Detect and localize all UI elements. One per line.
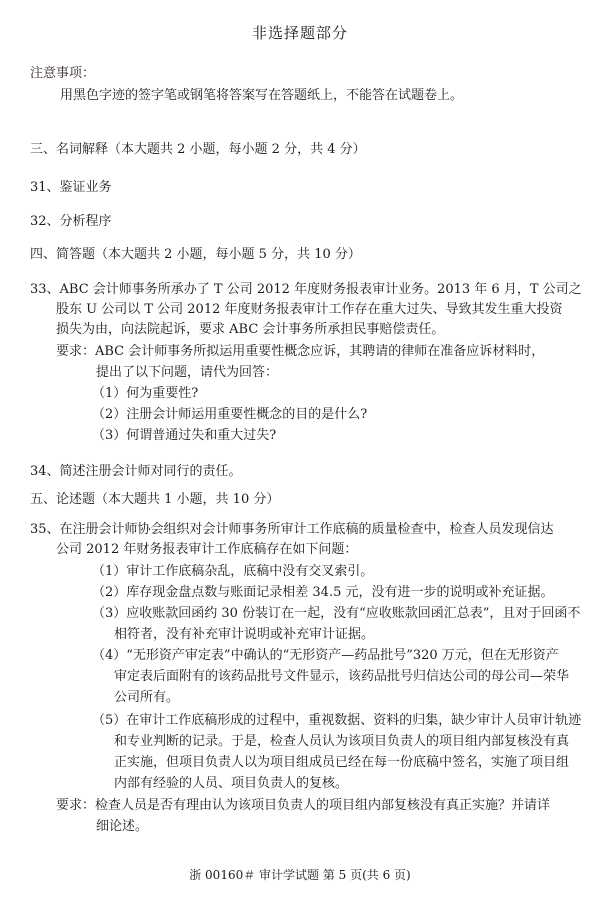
question-32: 32、分析程序 bbox=[30, 214, 112, 229]
question-33-sub-1: （1）何为重要性? bbox=[92, 386, 199, 401]
section-4-heading: 四、简答题（本大题共 2 小题，每小题 5 分，共 10 分） bbox=[30, 247, 361, 262]
question-35-requirement-line-1: 要求：检查人员是否有理由认为该项目负责人的项目组内部复核没有真正实施？并请详 bbox=[56, 798, 551, 813]
question-35-item-5-line-1: （5）在审计工作底稿形成的过程中，重视数据、资料的归集，缺少审计人员审计轨迹 bbox=[92, 713, 582, 728]
page-footer: 浙 00160＃ 审计学试题 第 5 页(共 6 页) bbox=[189, 868, 411, 882]
question-33-line-3: 损失为由，向法院起诉，要求 ABC 会计事务所承担民事赔偿责任。 bbox=[56, 322, 445, 337]
section-5-heading: 五、论述题（本大题共 1 小题，共 10 分） bbox=[30, 492, 280, 507]
question-33-requirement-line-1: 要求：ABC 会计师事务所拟运用重要性概念应诉，其聘请的律师在准备应诉材料时， bbox=[56, 344, 545, 359]
question-35-item-4-line-2: 审定表后面附有的该药品批号文件显示，该药品批号归信达公司的母公司—荣华 bbox=[114, 669, 570, 684]
question-33-sub-2: （2）注册会计师运用重要性概念的目的是什么? bbox=[92, 407, 368, 422]
question-34: 34、简述注册会计师对同行的责任。 bbox=[30, 464, 242, 479]
section-3-heading: 三、名词解释（本大题共 2 小题，每小题 2 分，共 4 分） bbox=[30, 142, 366, 157]
question-33-requirement-line-2: 提出了以下问题，请代为回答： bbox=[96, 365, 279, 380]
question-31: 31、鉴证业务 bbox=[30, 180, 112, 195]
question-35-item-4-line-1: （4）“无形资产审定表”中确认的“无形资产—药品批号”320 万元，但在无形资产 bbox=[92, 648, 559, 663]
question-35-item-3-line-1: （3）应收账款回函约 30 份装订在一起，没有“应收账款回函汇总表”，且对于回函不 bbox=[92, 606, 581, 621]
page-title: 非选择题部分 bbox=[251, 24, 348, 42]
question-35-item-3-line-2: 相符者，没有补充审计说明或补充审计证据。 bbox=[114, 627, 375, 642]
question-35-item-4-line-3: 公司所有。 bbox=[114, 690, 180, 705]
notice-text: 用黑色字迹的签字笔或钢笔将答案写在答题纸上，不能答在试题卷上。 bbox=[60, 88, 464, 103]
question-33-line-1: 33、ABC 会计师事务所承办了 T 公司 2012 年度财务报表审计业务。2013 年 6 月，T 公司之 bbox=[30, 282, 582, 297]
question-35-requirement-line-2: 细论述。 bbox=[96, 819, 149, 834]
question-35-item-2: （2）库存现金盘点数与账面记录相差 34.5 元，没有进一步的说明或补充证据。 bbox=[92, 585, 554, 600]
question-33-sub-3: （3）何谓普通过失和重大过失? bbox=[92, 428, 277, 443]
question-35-item-1: （1）审计工作底稿杂乱，底稿中没有交叉索引。 bbox=[92, 564, 374, 579]
question-35-item-5-line-3: 正实施，但项目负责人以为项目组成员已经在每一份底稿中签名，实施了项目组 bbox=[114, 755, 570, 770]
question-33-line-2: 股东 U 公司以 T 公司 2012 年度财务报表审计工作存在重大过失、导致其发生重大投资 bbox=[56, 302, 563, 317]
notice-label: 注意事项： bbox=[30, 66, 96, 81]
question-35-item-5-line-4: 内部有经验的人员、项目负责人的复核。 bbox=[114, 776, 349, 791]
question-35-line-1: 35、在注册会计师协会组织对会计师事务所审计工作底稿的质量检查中，检查人员发现信达 bbox=[30, 522, 554, 537]
question-35-line-2: 公司 2012 年财务报表审计工作底稿存在如下问题： bbox=[56, 542, 358, 557]
question-35-item-5-line-2: 和专业判断的记录。于是，检查人员认为该项目负责人的项目组内部复核没有真 bbox=[114, 734, 570, 749]
